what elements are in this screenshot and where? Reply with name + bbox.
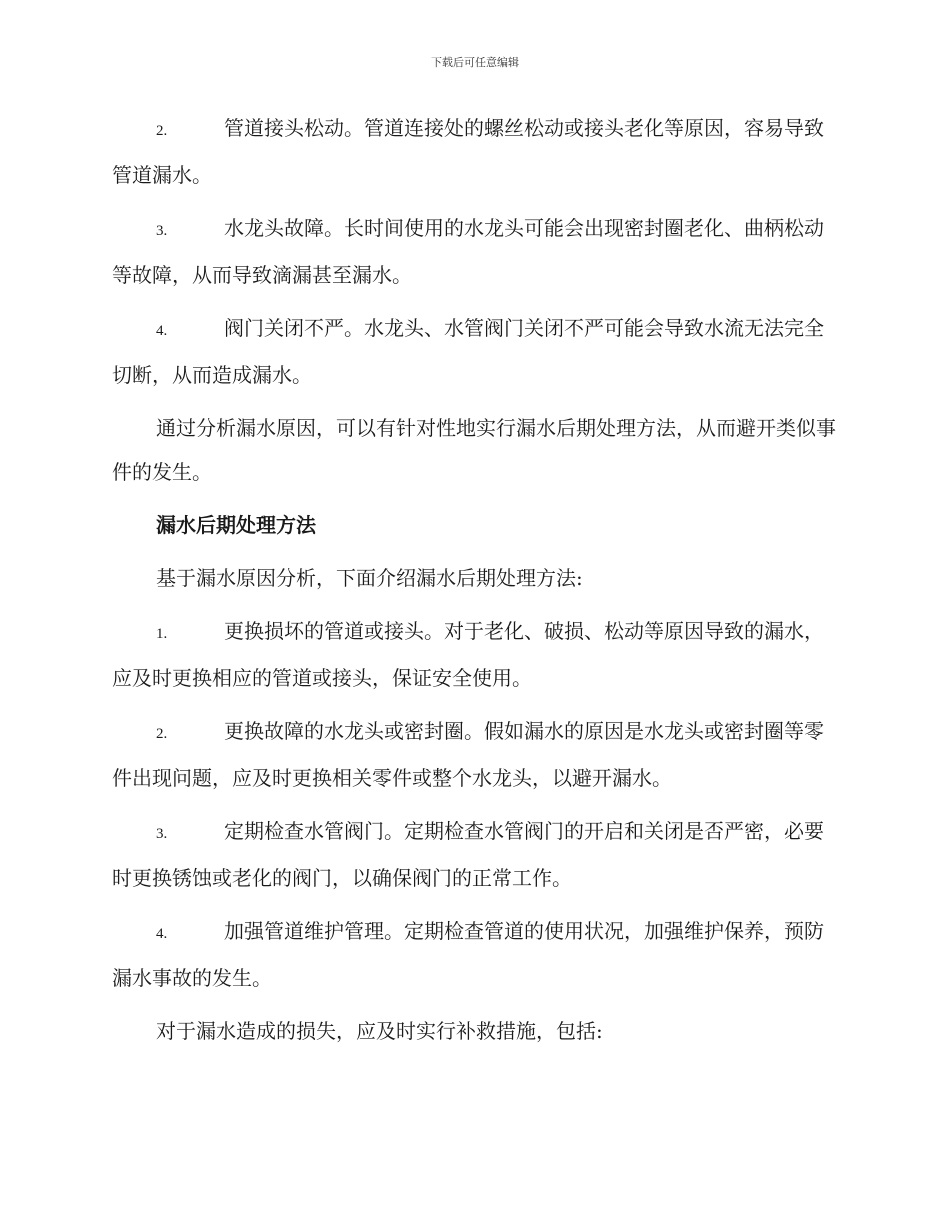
page-header: 下载后可任意编辑	[431, 56, 519, 69]
list-item	[112, 609, 836, 700]
list-item	[112, 809, 836, 900]
list-text: 加强管道维护管理。定期检查管道的使用状况，加强维护保养，预防漏水事故的发生。	[112, 919, 824, 990]
list-text: 阀门关闭不严。水龙头、水管阀门关闭不严可能会导致水流无法完全切断，从而造成漏水。	[112, 316, 824, 387]
list-item	[112, 106, 836, 197]
intro-paragraph: 基于漏水原因分析，下面介绍漏水后期处理方法:	[156, 566, 583, 590]
list-number: 3.	[156, 223, 168, 239]
list-item	[112, 306, 836, 397]
list-number: 2.	[156, 726, 168, 742]
list-number: 2.	[156, 123, 168, 139]
section-heading: 漏水后期处理方法	[156, 513, 316, 537]
summary-paragraph: 通过分析漏水原因，可以有针对性地实行漏水后期处理方法，从而避开类似事件的发生。	[112, 416, 836, 484]
list-item	[112, 909, 836, 1000]
list-number: 4.	[156, 926, 168, 942]
list-number: 3.	[156, 826, 168, 842]
list-item	[112, 709, 836, 800]
list-item	[112, 206, 836, 297]
list-text: 更换故障的水龙头或密封圈。假如漏水的原因是水龙头或密封圈等零件出现问题，应及时更换相关零件或整个水龙头，以避开漏水。	[112, 719, 824, 790]
list-text: 定期检查水管阀门。定期检查水管阀门的开启和关闭是否严密，必要时更换锈蚀或老化的阀门，以确保阀门的正常工作。	[112, 819, 824, 890]
list-number: 4.	[156, 323, 168, 339]
list-text: 水龙头故障。长时间使用的水龙头可能会出现密封圈老化、曲柄松动等故障，从而导致滴漏甚至漏水。	[112, 216, 824, 287]
document-body	[112, 106, 836, 1062]
list-text: 更换损坏的管道或接头。对于老化、破损、松动等原因导致的漏水，应及时更换相应的管道或接头，保证安全使用。	[112, 619, 824, 690]
list-text: 管道接头松动。管道连接处的螺丝松动或接头老化等原因，容易导致管道漏水。	[112, 116, 824, 187]
closing-paragraph: 对于漏水造成的损失，应及时实行补救措施，包括:	[156, 1019, 603, 1043]
list-number: 1.	[156, 626, 168, 642]
